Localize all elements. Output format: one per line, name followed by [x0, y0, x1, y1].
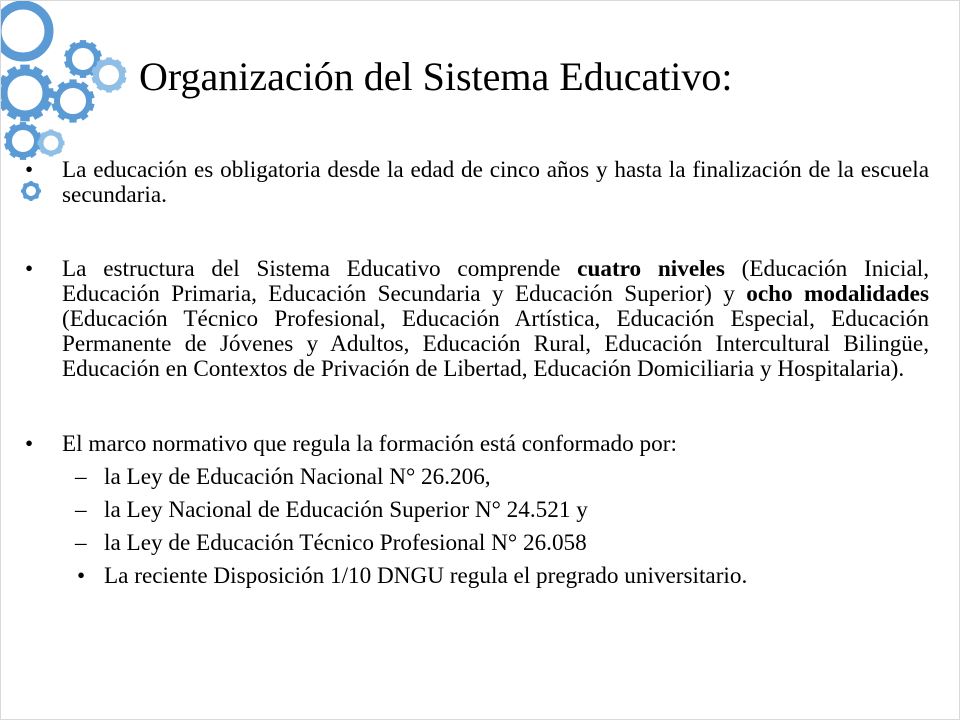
gear-icon	[1, 65, 53, 122]
sub-item-disposicion	[25, 564, 929, 589]
text-segment: (Educación Inicial, Educación Primaria, Educación Secundaria y Educación Superior) y	[62, 256, 930, 307]
dash-marker: –	[75, 497, 87, 523]
gear-icon	[91, 57, 126, 92]
bullet-text: El marco normativo que regula la formación está conformado por:	[62, 431, 677, 457]
sub-item-ley-educacion-superior	[25, 498, 929, 523]
slide-body	[25, 158, 929, 589]
sub-item-text: la Ley de Educación Técnico Profesional N° 26.058	[104, 530, 587, 556]
gear-icon	[51, 79, 94, 122]
bullet-marker: •	[25, 431, 34, 457]
dash-marker: –	[75, 530, 87, 556]
bullet-text: La educación es obligatoria desde la edad de cinco años y hasta la finalización de la escuela secundaria.	[62, 157, 929, 208]
text-segment: La estructura del Sistema Educativo comprende	[62, 256, 578, 282]
sub-item-ley-educacion-nacional	[25, 465, 929, 490]
sub-item-text: La reciente Disposición 1/10 DNGU regula el pregrado universitario.	[104, 563, 748, 589]
bullet-marker: •	[77, 563, 86, 589]
sub-item-ley-tecnico-profesional	[25, 531, 929, 556]
bullet-marco-normativo	[25, 432, 929, 457]
bullet-marker: •	[25, 256, 34, 282]
sub-item-text: la Ley Nacional de Educación Superior N° 24.521 y	[104, 497, 588, 523]
gear-icon	[38, 130, 65, 157]
bullet-estructura	[25, 257, 929, 382]
gear-icon	[4, 122, 42, 160]
bullet-obligatoriedad	[25, 158, 929, 208]
bold-modalidades: ocho modalidades	[746, 281, 929, 307]
bullet-text	[62, 257, 929, 382]
sub-item-text: la Ley de Educación Nacional N° 26.206,	[104, 464, 491, 490]
bullet-marker: •	[25, 157, 34, 183]
slide-title: Organización del Sistema Educativo:	[139, 54, 733, 99]
gear-icon	[1, 5, 49, 57]
bold-niveles: cuatro niveles	[577, 256, 725, 282]
text-segment: (Educación Técnico Profesional, Educación Artística, Educación Especial, Educación Permanente de Jóvenes y Adultos, Educación Rural, Educación Intercultural Bilingüe, Educación en Contextos de Privación de Libertad, Educación Domiciliaria y Hospitalaria).	[62, 306, 929, 382]
dash-marker: –	[75, 464, 87, 490]
